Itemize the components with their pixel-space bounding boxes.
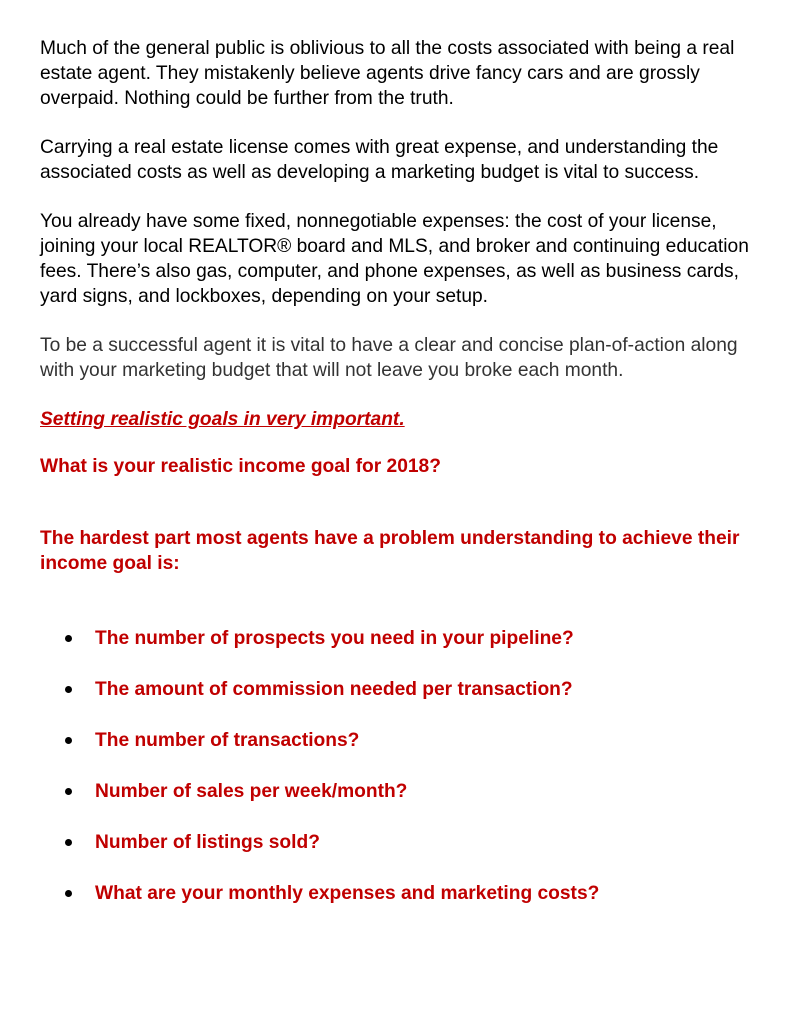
list-item <box>40 626 776 651</box>
list-item-text: Number of sales per week/month? <box>95 781 408 802</box>
list-item <box>40 779 776 804</box>
bullet-icon <box>65 839 72 846</box>
license-cost-paragraph: Carrying a real estate license comes with great expense, and understanding the associated costs as well as developing a marketing budget is vital to success. <box>40 137 719 183</box>
bullet-icon <box>65 788 72 795</box>
hardest-part-statement: The hardest part most agents have a problem understanding to achieve their income goal is: <box>40 528 740 574</box>
bullet-icon <box>65 686 72 693</box>
list-item-text: The number of transactions? <box>95 730 360 751</box>
list-item <box>40 881 776 906</box>
bullet-icon <box>65 737 72 744</box>
bullet-icon <box>65 635 72 642</box>
list-item <box>40 728 776 753</box>
list-item-text: The amount of commission needed per transaction? <box>95 679 573 700</box>
goals-heading: Setting realistic goals in very important. <box>40 409 405 430</box>
bullet-icon <box>65 890 72 897</box>
list-item <box>40 830 776 855</box>
list-item-text: The number of prospects you need in your pipeline? <box>95 628 574 649</box>
list-item-text: What are your monthly expenses and marketing costs? <box>95 883 600 904</box>
income-goal-question: What is your realistic income goal for 2018? <box>40 456 441 477</box>
question-list <box>40 626 776 906</box>
intro-paragraph: Much of the general public is oblivious to all the costs associated with being a real estate agent. They mistakenly believe agents drive fancy cars and are grossly overpaid. Nothing could be further from the truth. <box>40 38 735 109</box>
list-item <box>40 677 776 702</box>
plan-of-action-paragraph: To be a successful agent it is vital to have a clear and concise plan-of-action along with your marketing budget that will not leave you broke each month. <box>40 335 738 381</box>
list-item-text: Number of listings sold? <box>95 832 320 853</box>
fixed-expenses-paragraph: You already have some fixed, nonnegotiable expenses: the cost of your license, joining your local REALTOR® board and MLS, and broker and continuing education fees. There’s also gas, computer, and phone expenses, as well as business cards, yard signs, and lockboxes, depending on your setup. <box>40 211 749 307</box>
